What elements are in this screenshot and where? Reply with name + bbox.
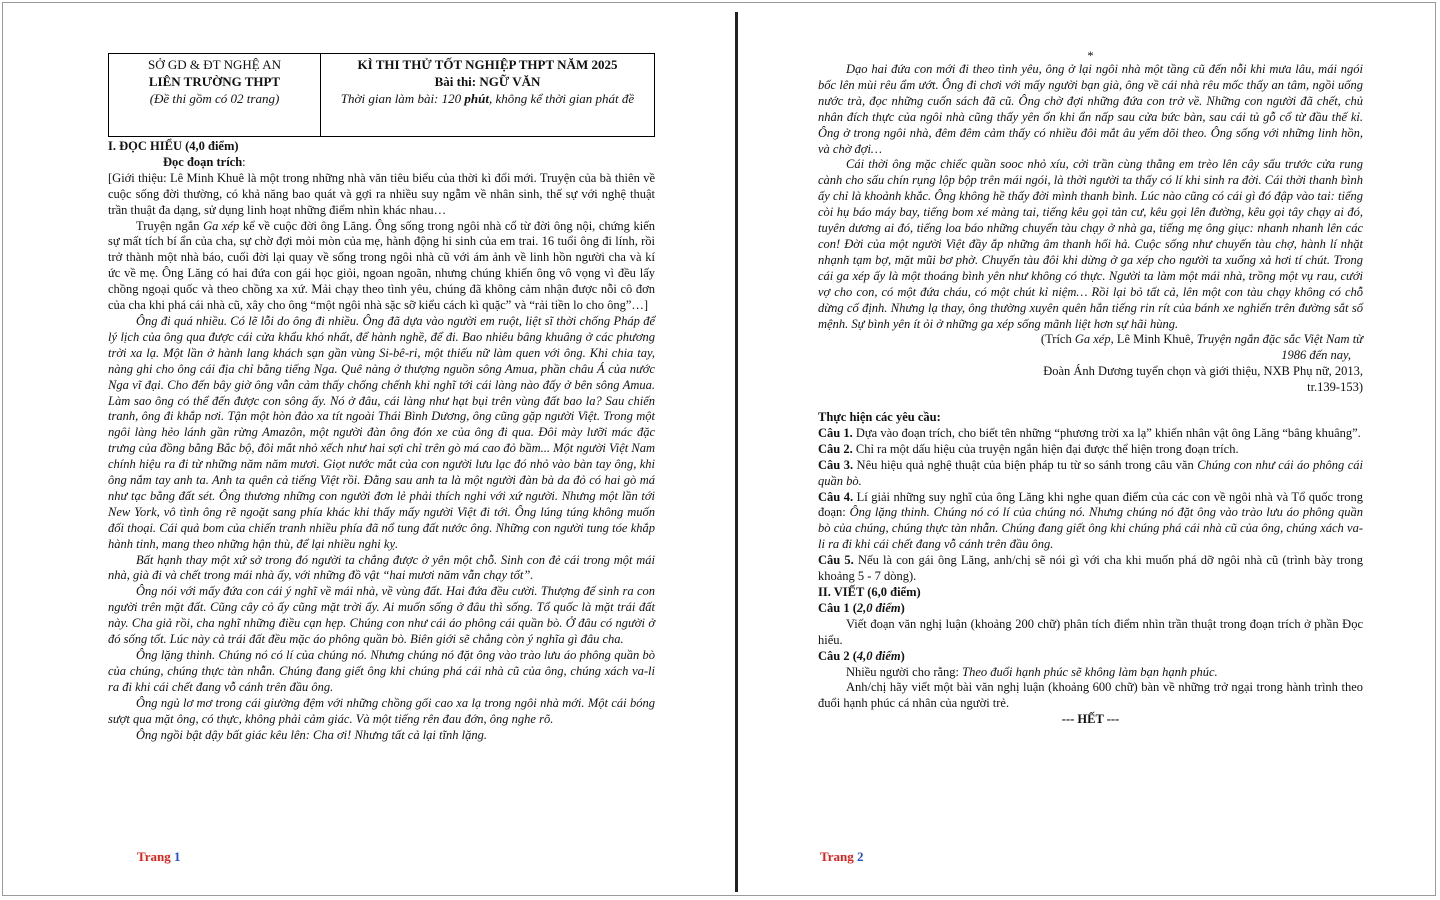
- excerpt-paragraph-6: Ông ngồi bật dậy bất giác kêu lên: Cha ơi! Nhưng tất cả lại tĩnh lặng.: [136, 727, 487, 742]
- exam-header: [108, 53, 655, 137]
- question-5: Câu 5. Nếu là con gái ông Lăng, anh/chị sẽ nói gì với cha khi muốn phá dỡ ngôi nhà cũ (trình bày trong khoảng 5 - 7 dòng).: [818, 553, 1364, 584]
- writing-question-2-prompt: Nhiều người cho rằng: Theo đuổi hạnh phúc sẽ không làm bạn hạnh phúc.: [846, 664, 1218, 679]
- writing-question-2-label: Câu 2 (4,0 điểm): [818, 648, 905, 663]
- writing-question-1-label: Câu 1 (2,0 điểm): [818, 600, 905, 615]
- excerpt-paragraph-1: Ông đi quá nhiều. Có lẽ lỗi do ông đi nhiều. Ông đã dựa vào người em ruột, liệt sĩ thời chống Pháp để lý lịch của ông qua được cái cửa khẩu khó nhất, để hành nghề, để đi. Bao nhiêu bâng khuâng ở các phương trời xa lạ. Một lần ở hành lang khách sạn gần vùng Si-bê-ri, một thiếu nữ làm quen với ông. Khi chia tay, nàng ghi cho ông cái địa chỉ bằng tiếng Nga. Quê nàng ở thượng nguồn sông Amua, phần châu Á của nước Nga vĩ đại. Cho đến bây giờ ông vẫn cảm thấy chống chếnh khi nghĩ tới cái làng nào đấy ở bên sông Amua. Làm sao ông có thể đến được con sông ấy. Nó ở đâu, cái làng như hạt bụi trên vùng đất bao la? Sau chiến tranh, ông đi khắp nơi. Tận một hòn đảo xa tít ngoài Thái Bình Dương, ông cũng gặp người Việt. Trong một ngôi làng hẻo lánh gần rừng Amazôn, một người đàn ông đón xe của ông đi qua. Đôi mày lưỡi mác đặc trưng của đồng bằng Bắc bộ, đôi mắt nhỏ xếch như hai sợi chỉ trên gò má cao đỏ bầm... Một người Việt Nam chính hiệu ra đi từ những năm năm mươi. Giọt nước mắt của con người lưu lạc đó nhỏ vào bàn tay ông, khi ông nắm tay anh ta. Anh ta quên cả tiếng Việt rồi. Đằng sau anh ta là một người đàn bà da đỏ có hai gò má như tạc bằng đất sét. Ông thương những con người đơn lẻ phải thích nghi với xứ người. Nhưng một lần tới New York, vô tình ông rẽ ngoặt sang phía khác khi thấy mấy người Việt đi tới. Ông lúng túng không muốn đối thoại. Cái quả bom của chiến tranh nhiều phía đã nổ tung đất nước ông. Những con người tung tóe khắp hành tinh, mang theo những hận thù, để lại nhiều nghi kỵ.: [108, 313, 655, 551]
- exam-subject: Bài thi: NGỮ VĂN: [434, 74, 541, 89]
- page-divider: [735, 12, 738, 892]
- writing-question-1-text: Viết đoạn văn nghị luận (khoảng 200 chữ) phân tích điểm nhìn trần thuật trong đoạn trích ở phần Đọc hiểu.: [818, 616, 1363, 647]
- requirements-title: Thực hiện các yêu cầu:: [818, 410, 941, 425]
- exam-title: KÌ THI THỬ TỐT NGHIỆP THPT NĂM 2025: [357, 57, 618, 72]
- excerpt-paragraph-3: Ông nói với mấy đứa con cái ý nghĩ về mái nhà, về vùng đất. Hai đứa đều cười. Thượng đế sinh ra con người trên mặt đất. Cũng cây cỏ ấy cũng mặt trời ấy. Ai muốn sống ở đâu thì sống. Tổ quốc là mặt trái đất này. Cha giả rồi, cha nghĩ những điều cạn hẹp. Chúng con như cái áo phông cái quần bò. Ở đâu có người ở đó sống tốt. Lúc này cả trái đất đều mặc áo phông quần bò. Biên giới sẽ chẳng còn ý nghĩa gì đâu cha.: [108, 584, 655, 647]
- question-3: Câu 3. Nêu hiệu quả nghệ thuật của biện pháp tu từ so sánh trong câu văn Chúng con như cái áo phông cái quần bò.: [818, 457, 1363, 488]
- end-mark: --- HẾT ---: [1061, 712, 1120, 727]
- question-4: Câu 4. Lí giải những suy nghĩ của ông Lăng khi nghe quan điểm của các con về ngôi nhà và Tổ quốc trong đoạn: Ông lặng thinh. Chúng nó có lí của chúng nó. Nhưng chúng nó đặt ông vào trào lưu áo phông quần bò của chúng, chúng thực tàn nhẫn. Chúng đang giết ông khi chúng phá cái nhà cũ của ông, chúng xách va-li ra đi khi cái chết đang vỗ cánh trên đầu ông.: [818, 489, 1363, 552]
- department-name: SỞ GD & ĐT NGHỆ AN: [147, 57, 281, 72]
- citation-line-2: 1986 đến nay,: [1281, 348, 1351, 363]
- excerpt-paragraph-4: Ông lặng thinh. Chúng nó có lí của chúng nó. Nhưng chúng nó đặt ông vào trào lưu áo phông quần bò của chúng, chúng thực tàn nhẫn. Chúng đang giết ông khi chúng phá cái nhà cũ của ông, chúng xách va-li ra đi khi cái chết đang vỗ cánh trên đầu ông.: [108, 648, 655, 694]
- page-1-body: [108, 139, 655, 743]
- header-left-cell: [109, 54, 321, 136]
- excerpt-paragraph-2: Bất hạnh thay một xứ sở trong đó người ta chẳng được ở yên một chỗ. Sinh con đẻ cái trong một mái nhà, già đi và chết trong mái nhà ấy, với những đồ vật “hai mươi năm vẫn chạy tốt”.: [108, 552, 655, 583]
- page-1: [108, 0, 655, 900]
- read-label: Đọc đoạn trích:: [163, 154, 246, 169]
- excerpt-paragraph-8: Cái thời ông mặc chiếc quần sooc nhỏ xíu, cởi trần cùng thằng em trèo lên cây sấu trước cửa rung cành cho sấu chín rụng lộp bộp trên mái ngói, là thời người ta thấy có lí khi sinh ra đời. Cái thời thanh bình ấy chỉ là khoảnh khắc. Ông không hề thấy đời mình thanh bình. Lúc nào cũng có cái gì đó đập vào tai: tiếng còi hụ báo máy bay, tiếng bom xé màng tai, tiếng kêu gọi tản cư, kêu gọi lên đường, kêu gọi tây chạy ai đó, tuyên dương ai đó, tiếng loa báo những chuyến tàu chạy ở nhà ga, tiếng mẹ ông giục: nhanh nhanh lên các con! Đời của một người Việt đầy ắp những âm thanh hối hả. Cuộc sống như chuyến tàu chợ, hành lí nhặt nhạnh tạm bợ, mặt mũi bơ phờ. Chuyến tàu đôi khi dừng ở ga xép cho người ta xuống xả hơi tí chút. Trong cái ga xép ấy là một thoáng bình yên như không có thực. Người ta làm một mái nhà, trồng một vụ rau, cưới vợ cho con, có một đứa cháu, có một chút kỉ niệm… Rồi lại bỏ tất cả, lên một con tàu chạy không có chỗ dừng cố định. Nhưng lạ thay, ông thường xuyên quên hẳn tiếng rin rít của bánh xe nghiến trên đường sắt số mệnh. Sự bình yên ít ỏi ở những ga xép sống mãnh liệt hơn sự hãi hùng.: [818, 157, 1363, 331]
- excerpt-paragraph-5: Ông ngủ lơ mơ trong cái giường đệm với những chồng gối cao xa lạ trong ngôi nhà mới. Một cái bóng sượt qua mặt ông, có thực, không phải cảm giác. Và một tiếng rên đau đớn, ông nghe rõ.: [108, 695, 655, 726]
- page-count-note: (Đề thi gồm có 02 trang): [149, 91, 280, 106]
- intro-paragraph-2: Truyện ngắn Ga xép kể về cuộc đời ông Lăng. Ông sống trong ngôi nhà cổ từ đời ông nội, chứng kiến sự mất tích bí ẩn của cha, sự chờ đợi mỏi mòn của mẹ, hành động hi sinh của em trai. 16 tuổi ông đi lính, rồi trở thành một nhà báo, cuối đời lại quay về sống trong ngôi nhà cũ với ám ảnh về linh hồn người cha và kí ức về mẹ. Ông Lăng có hai đứa con gái học giỏi, ngoan ngoãn, nhưng chúng khiến ông vô vọng vì đều lấy chồng ngoại quốc và theo chồng xa xứ. Mải chạy theo tình yêu, chúng đã không cảm nhận được nỗi cô đơn của cha khi phá cái nhà cũ, xây cho ông “một ngôi nhà sặc sỡ kiểu cách kì quặc” và “rải tiền lo cho ông”…]: [108, 218, 655, 313]
- intro-paragraph-1: [Giới thiệu: Lê Minh Khuê là một trong những nhà văn tiêu biểu của thời kì đổi mới. Truyện của bà thiên về cuộc sống đời thường, có khả năng bao quát và gợi ra nhiều suy ngẫm về nhân sinh, thế sự với nghệ thuật trần thuật đa dạng, sử dụng linh hoạt những điểm nhìn khác nhau…: [108, 170, 655, 217]
- citation-line-1: (Trích Ga xép, Lê Minh Khuê, Truyện ngắn đặc sắc Việt Nam từ: [1040, 332, 1363, 347]
- school-name: LIÊN TRƯỜNG THPT: [148, 74, 281, 89]
- question-2: Câu 2. Chỉ ra một dấu hiệu của truyện ngắn hiện đại được thể hiện trong đoạn trích.: [818, 441, 1239, 456]
- page-2-body: [818, 49, 1364, 728]
- page-2: [818, 0, 1363, 900]
- asterisk-mark: *: [1087, 49, 1094, 63]
- citation-line-4: tr.139-153): [1307, 380, 1363, 395]
- section-1-title: I. ĐỌC HIỂU (4,0 điểm): [108, 139, 239, 153]
- exam-duration: Thời gian làm bài: 120 phút, không kể thời gian phát đề: [340, 91, 635, 106]
- spacer: [818, 396, 1363, 410]
- excerpt-paragraph-7: Dạo hai đứa con mới đi theo tình yêu, ông ở lại ngôi nhà một tầng cũ đến nỗi khi mưa lâu, mái ngói bốc lên mùi rêu ẩm ướt. Ông đi chơi với mấy người bạn già, ông về cái nhà rêu mốc thấy an tâm, ngồi uống nước trà, đọc những cuốn sách đã cũ. Ông chờ đợi những đứa con trở về. Những con người đã chết, chủ nhân đích thực của ngôi nhà cũng thấy yên ổn khi ẩn nấp sau cửa bức bàn, sau cái tủ gỗ cổ từ đầu thế kỉ. Ông ở trong ngôi nhà, đêm đêm cảm thấy có nhiều đôi mắt âu yếm dõi theo. Ông sống với những linh hồn, và chờ đợi…: [818, 62, 1363, 156]
- citation-line-3: Đoàn Ánh Dương tuyển chọn và giới thiệu, NXB Phụ nữ, 2013,: [1043, 364, 1363, 379]
- section-2-title: II. VIẾT (6,0 điểm): [818, 585, 921, 599]
- page-2-footer: Trang 2: [820, 849, 864, 864]
- header-right-cell: [321, 54, 654, 136]
- question-1: Câu 1. Dựa vào đoạn trích, cho biết tên những “phương trời xa lạ” khiến nhân vật ông Lăng “bâng khuâng”.: [818, 425, 1361, 440]
- page-1-footer: Trang 1: [137, 849, 181, 864]
- writing-question-2-text: Anh/chị hãy viết một bài văn nghị luận (khoảng 600 chữ) bàn về những trở ngại trong hành trình theo đuổi hạnh phúc cá nhân của người trẻ.: [818, 680, 1363, 711]
